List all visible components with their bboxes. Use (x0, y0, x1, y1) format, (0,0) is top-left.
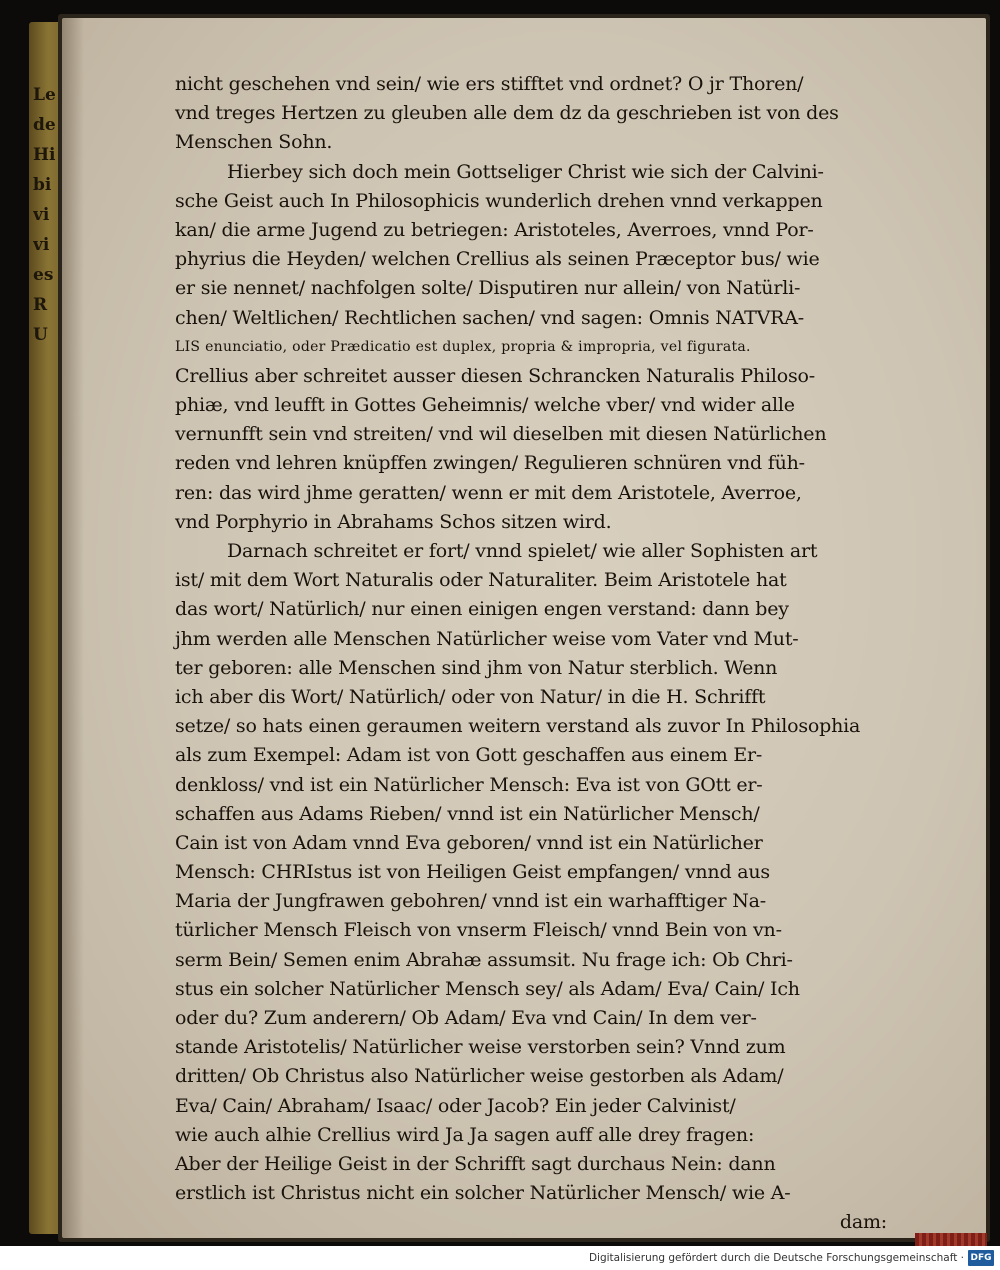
text-line (175, 128, 887, 157)
text-line-content: ich aber dis Wort/ Natürlich/ oder von Natur/ in die H. Schrifft (175, 685, 766, 708)
text-line-content: Hierbey sich doch mein Gottseliger Christ wie sich der Calvini- (227, 160, 824, 183)
text-line (175, 216, 887, 245)
text-line-content: vnd Porphyrio in Abrahams Schos sitzen wird. (175, 510, 612, 533)
text-line (175, 391, 887, 420)
text-line (175, 771, 887, 800)
text-line (175, 625, 887, 654)
text-line-content: ter geboren: alle Menschen sind jhm von Natur sterblich. Wenn (175, 656, 778, 679)
text-line (175, 566, 887, 595)
text-line (175, 479, 887, 508)
text-line-content: erstlich ist Christus nicht ein solcher Natürlicher Mensch/ wie A- (175, 1182, 791, 1205)
text-line (175, 1004, 887, 1033)
text-line-content: phyrius die Heyden/ welchen Crellius als seinen Præceptor bus/ wie (175, 248, 820, 271)
text-line-content: Cain ist von Adam vnnd Eva geboren/ vnnd ist ein Natürlicher (175, 831, 763, 854)
page-text-block (175, 70, 887, 1238)
text-line-content: als zum Exempel: Adam ist von Gott geschaffen aus einem Er- (175, 744, 763, 767)
text-line (175, 829, 887, 858)
previous-page-margin-text: Le de Hi bi vi vi es R U (33, 85, 56, 345)
text-line-content: chen/ Weltlichen/ Rechtlichen sachen/ vnd sagen: Omnis NATVRA- (175, 306, 804, 329)
text-line-content: oder du? Zum anderern/ Ob Adam/ Eva vnd Cain/ In dem ver- (175, 1007, 757, 1029)
text-line-content: nicht geschehen vnd sein/ wie ers stifftet vnd ordnet? O jr Thoren/ (175, 73, 804, 95)
text-line-content: jhm werden alle Menschen Natürlicher weise vom Vater vnd Mut- (175, 627, 799, 650)
text-line-content: Mensch: CHRIstus ist von Heiligen Geist empfangen/ vnnd aus (175, 861, 770, 884)
text-line-content: LIS enunciatio, oder Prædicatio est duplex, propria & impropria, vel figurata. (175, 338, 751, 355)
text-line-content: dritten/ Ob Christus also Natürlicher weise gestorben als Adam/ (175, 1065, 784, 1088)
text-line-content: er sie nennet/ nachfolgen solte/ Disputiren nur allein/ von Natürli- (175, 277, 801, 300)
text-line (175, 1092, 887, 1121)
text-line (175, 187, 887, 216)
text-line-content: Maria der Jungfrawen gebohren/ vnnd ist ein warhafftiger Na- (175, 890, 766, 913)
footer-bar (0, 1246, 1000, 1270)
text-line-content: serm Bein/ Semen enim Abrahæ assumsit. Nu frage ich: Ob Chri- (175, 948, 793, 971)
text-line-content: Aber der Heilige Geist in der Schrifft sagt durchaus Nein: dann (175, 1152, 776, 1175)
text-line (175, 858, 887, 887)
page-gutter-shadow (62, 18, 84, 1238)
text-line (175, 508, 887, 537)
text-line-content: Crellius aber schreitet ausser diesen Schrancken Naturalis Philoso- (175, 364, 815, 387)
text-line-content: ren: das wird jhme geratten/ wenn er mit dem Aristotele, Averroe, (175, 481, 802, 504)
text-line (175, 654, 887, 683)
text-line (175, 916, 887, 945)
text-line (175, 274, 887, 303)
text-line-content: denkloss/ vnd ist ein Natürlicher Mensch: Eva ist von GOtt er- (175, 773, 763, 796)
text-line (175, 304, 887, 333)
text-line-content: stus ein solcher Natürlicher Mensch sey/ als Adam/ Eva/ Cain/ Ich (175, 977, 800, 1000)
text-line (175, 449, 887, 478)
text-line-content: vernunfft sein vnd streiten/ vnd wil dieselben mit diesen Natürlichen (175, 423, 827, 446)
text-line (175, 1179, 887, 1208)
text-line-content: Menschen Sohn. (175, 131, 333, 154)
text-line (175, 537, 887, 566)
text-line-content: kan/ die arme Jugend zu betriegen: Aristoteles, Averroes, vnnd Por- (175, 218, 814, 241)
text-line-content: stande Aristotelis/ Natürlicher weise verstorben sein? Vnnd zum (175, 1036, 786, 1059)
text-line-content: Darnach schreitet er fort/ vnnd spielet/ wie aller Sophisten art (227, 540, 818, 562)
text-line (175, 595, 887, 624)
text-line-content: wie auch alhie Crellius wird Ja Ja sagen auff alle drey fragen: (175, 1123, 755, 1146)
text-line (175, 712, 887, 741)
text-line (175, 99, 887, 128)
text-line (175, 245, 887, 274)
text-line (175, 420, 887, 449)
text-line-content: reden vnd lehren knüpffen zwingen/ Regulieren schnüren vnd füh- (175, 452, 805, 475)
red-page-edge (915, 1233, 987, 1246)
text-line (175, 887, 887, 916)
text-line (175, 1033, 887, 1062)
text-line (175, 333, 887, 362)
text-line-content: dam: (839, 1211, 887, 1234)
text-line-content: sche Geist auch In Philosophicis wunderlich drehen vnnd verkappen (175, 189, 823, 212)
text-line (175, 1121, 887, 1150)
text-line (175, 70, 887, 99)
text-line-content: türlicher Mensch Fleisch von vnserm Fleisch/ vnnd Bein von vn- (175, 919, 782, 942)
text-line (175, 362, 887, 391)
text-line (175, 158, 887, 187)
text-line-content: ist/ mit dem Wort Naturalis oder Naturaliter. Beim Aristotele hat (175, 569, 787, 592)
text-line (175, 1062, 887, 1091)
text-line (175, 741, 887, 770)
text-line (175, 975, 887, 1004)
text-line (175, 946, 887, 975)
footer-credit: Digitalisierung gefördert durch die Deutsche Forschungsgemeinschaft · (588, 1252, 964, 1264)
text-line-content: vnd treges Hertzen zu gleuben alle dem dz da geschrieben ist von des (175, 102, 839, 125)
text-line-content: setze/ so hats einen geraumen weitern verstand als zuvor In Philosophia (175, 715, 861, 738)
text-line-content: schaffen aus Adams Rieben/ vnnd ist ein Natürlicher Mensch/ (175, 802, 760, 825)
text-line (175, 683, 887, 712)
text-line-content: phiæ, vnd leufft in Gottes Geheimnis/ welche vber/ vnd wider alle (175, 394, 795, 417)
text-line (175, 1208, 887, 1237)
text-line (175, 1150, 887, 1179)
dfg-logo: DFG (968, 1250, 994, 1266)
text-line-content: Eva/ Cain/ Abraham/ Isaac/ oder Jacob? Ein jeder Calvinist/ (175, 1094, 736, 1117)
text-line (175, 800, 887, 829)
text-line-content: das wort/ Natürlich/ nur einen einigen engen verstand: dann bey (175, 598, 789, 621)
